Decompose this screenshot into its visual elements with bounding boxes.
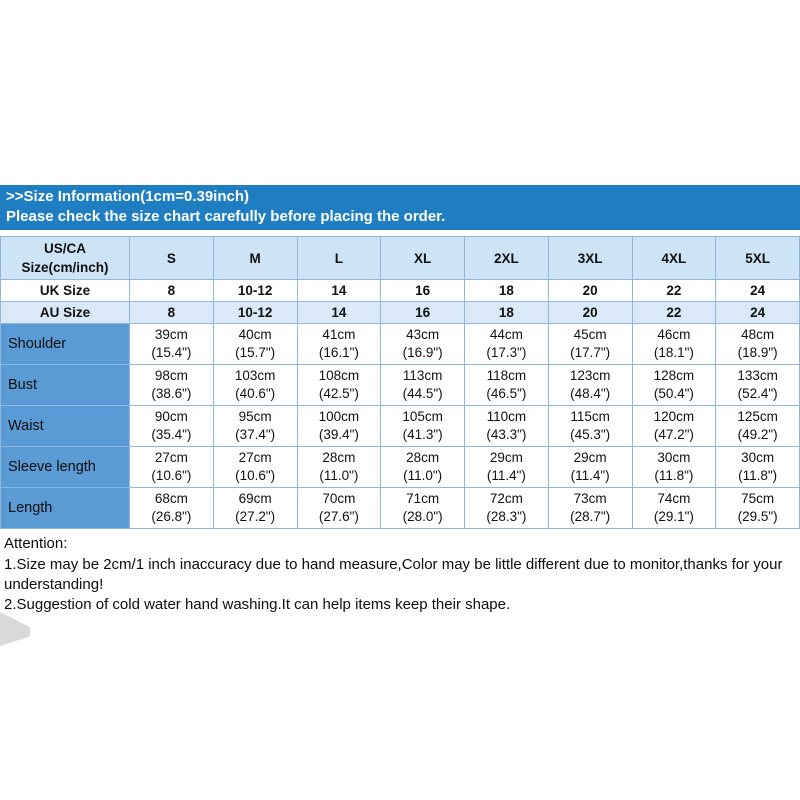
value-inch: (47.2"): [653, 427, 694, 442]
value-inch: (16.1"): [318, 345, 359, 360]
value-cm: 118cm: [486, 368, 527, 383]
value-cm: 29cm: [573, 450, 607, 465]
value-inch: (11.4"): [570, 468, 610, 483]
value-cm: 45cm: [573, 327, 607, 342]
size-value-cell: 14: [297, 302, 381, 324]
value-cm: 98cm: [154, 368, 188, 383]
value-cm: 27cm: [238, 450, 272, 465]
size-column-header: M: [213, 237, 297, 280]
measurement-value-cell: [465, 488, 549, 529]
value-cm: 113cm: [402, 368, 443, 383]
value-inch: (28.0"): [402, 509, 443, 524]
size-chart-table: [0, 236, 800, 529]
measurement-value-cell: [381, 365, 465, 406]
measurement-value-cell: [548, 488, 632, 529]
measurement-value-cell: [716, 324, 800, 365]
value-cm: 128cm: [653, 368, 695, 383]
size-value-cell: 10-12: [213, 280, 297, 302]
value-cm: 29cm: [489, 450, 523, 465]
value-cm: 108cm: [318, 368, 360, 383]
value-cm: 69cm: [238, 491, 272, 506]
value-cm: 44cm: [489, 327, 523, 342]
value-inch: (46.5"): [486, 386, 527, 401]
value-inch: (17.7"): [570, 345, 611, 360]
value-inch: (44.5"): [402, 386, 443, 401]
value-cm: 41cm: [322, 327, 356, 342]
measurement-value-cell: [130, 447, 214, 488]
banner-subtitle: Please check the size chart carefully before placing the order.: [6, 208, 446, 225]
value-cm: 125cm: [737, 409, 778, 424]
value-cm: 105cm: [402, 409, 443, 424]
banner-title: >>Size Information(1cm=0.39inch): [6, 188, 249, 205]
attention-line-1: 1.Size may be 2cm/1 inch inaccuracy due to hand measure,Color may be little different due to monitor,thanks for your understanding!: [4, 556, 783, 593]
measurement-label: Bust: [1, 365, 130, 406]
measurement-value-cell: [632, 488, 716, 529]
value-inch: (27.2"): [235, 509, 276, 524]
measurement-value-cell: [632, 447, 716, 488]
value-inch: (37.4"): [235, 427, 276, 442]
value-inch: (17.3"): [486, 345, 527, 360]
value-inch: (43.3"): [486, 427, 527, 442]
measurement-value-cell: [381, 488, 465, 529]
size-value-cell: 24: [716, 280, 800, 302]
measurement-value-cell: [716, 447, 800, 488]
size-column-header: 5XL: [716, 237, 800, 280]
measurement-row: [1, 365, 800, 406]
value-inch: (38.6"): [151, 386, 192, 401]
measurement-value-cell: [632, 324, 716, 365]
value-inch: (18.9"): [737, 345, 778, 360]
size-row-label: UK Size: [1, 280, 130, 302]
attention-title: Attention:: [4, 535, 68, 552]
value-cm: 30cm: [741, 450, 775, 465]
value-cm: 110cm: [486, 409, 527, 424]
size-row: [1, 280, 800, 302]
measurement-value-cell: [465, 406, 549, 447]
value-inch: (28.7"): [570, 509, 611, 524]
measurement-label: Length: [1, 488, 130, 529]
attention-section: [0, 529, 800, 615]
size-row-label: AU Size: [1, 302, 130, 324]
value-inch: (11.0"): [319, 468, 359, 483]
measurement-value-cell: [465, 324, 549, 365]
size-value-cell: 14: [297, 280, 381, 302]
size-value-cell: 24: [716, 302, 800, 324]
value-inch: (10.6"): [151, 468, 192, 483]
measurement-value-cell: [297, 447, 381, 488]
measurement-value-cell: [465, 365, 549, 406]
value-cm: 68cm: [154, 491, 188, 506]
value-inch: (15.4"): [151, 345, 192, 360]
value-inch: (26.8"): [151, 509, 192, 524]
value-inch: (48.4"): [570, 386, 611, 401]
measurement-value-cell: [297, 365, 381, 406]
measurement-value-cell: [381, 324, 465, 365]
measurement-value-cell: [716, 488, 800, 529]
value-inch: (52.4"): [737, 386, 778, 401]
value-cm: 95cm: [238, 409, 272, 424]
value-inch: (39.4"): [318, 427, 359, 442]
measurement-value-cell: [716, 365, 800, 406]
corner-header-line: Size(cm/inch): [21, 260, 109, 275]
header-row: [1, 237, 800, 280]
size-column-header: 4XL: [632, 237, 716, 280]
value-inch: (49.2"): [737, 427, 778, 442]
value-cm: 73cm: [573, 491, 607, 506]
value-inch: (28.3"): [486, 509, 527, 524]
size-value-cell: 20: [548, 302, 632, 324]
size-value-cell: 8: [130, 302, 214, 324]
value-inch: (29.5"): [737, 509, 778, 524]
measurement-value-cell: [213, 488, 297, 529]
size-value-cell: 22: [632, 280, 716, 302]
value-inch: (18.1"): [653, 345, 694, 360]
value-cm: 133cm: [737, 368, 778, 383]
value-cm: 43cm: [406, 327, 440, 342]
value-inch: (11.0"): [403, 468, 443, 483]
size-value-cell: 18: [465, 280, 549, 302]
size-column-header: L: [297, 237, 381, 280]
measurement-value-cell: [297, 488, 381, 529]
value-cm: 75cm: [741, 491, 775, 506]
value-inch: (16.9"): [402, 345, 443, 360]
measurement-value-cell: [213, 447, 297, 488]
value-inch: (50.4"): [653, 386, 694, 401]
measurement-value-cell: [381, 447, 465, 488]
value-cm: 28cm: [406, 450, 440, 465]
size-value-cell: 18: [465, 302, 549, 324]
value-cm: 123cm: [569, 368, 611, 383]
value-cm: 48cm: [741, 327, 775, 342]
measurement-value-cell: [548, 324, 632, 365]
measurement-value-cell: [548, 447, 632, 488]
measurement-row: [1, 488, 800, 529]
size-info-banner: [0, 185, 800, 230]
value-cm: 103cm: [234, 368, 276, 383]
value-cm: 28cm: [322, 450, 356, 465]
measurement-value-cell: [297, 324, 381, 365]
value-inch: (40.6"): [235, 386, 276, 401]
measurement-value-cell: [130, 324, 214, 365]
value-cm: 120cm: [653, 409, 695, 424]
measurement-row: [1, 447, 800, 488]
gray-corner-decoration: [0, 612, 30, 646]
size-value-cell: 22: [632, 302, 716, 324]
value-inch: (42.5"): [318, 386, 359, 401]
value-cm: 71cm: [406, 491, 440, 506]
measurement-value-cell: [632, 406, 716, 447]
value-cm: 74cm: [657, 491, 691, 506]
value-inch: (41.3"): [402, 427, 443, 442]
measurement-value-cell: [130, 406, 214, 447]
measurement-value-cell: [548, 365, 632, 406]
measurement-value-cell: [716, 406, 800, 447]
value-cm: 100cm: [318, 409, 360, 424]
size-column-header: 2XL: [465, 237, 549, 280]
value-cm: 27cm: [154, 450, 188, 465]
size-column-header: XL: [381, 237, 465, 280]
size-value-cell: 10-12: [213, 302, 297, 324]
corner-header-line: US/CA: [43, 241, 86, 256]
size-value-cell: 16: [381, 302, 465, 324]
size-value-cell: 8: [130, 280, 214, 302]
measurement-value-cell: [213, 406, 297, 447]
value-cm: 70cm: [322, 491, 356, 506]
measurement-value-cell: [465, 447, 549, 488]
size-column-header: S: [130, 237, 214, 280]
attention-line-2: 2.Suggestion of cold water hand washing.It can help items keep their shape.: [4, 596, 511, 613]
value-cm: 72cm: [489, 491, 523, 506]
value-inch: (45.3"): [570, 427, 611, 442]
measurement-value-cell: [297, 406, 381, 447]
measurement-label: Sleeve length: [1, 447, 130, 488]
measurement-row: [1, 324, 800, 365]
size-info-panel: [0, 185, 800, 615]
measurement-value-cell: [213, 365, 297, 406]
size-row: [1, 302, 800, 324]
corner-header: [1, 237, 130, 280]
value-cm: 115cm: [570, 409, 610, 424]
measurement-value-cell: [130, 488, 214, 529]
value-inch: (35.4"): [151, 427, 192, 442]
value-inch: (29.1"): [653, 509, 694, 524]
value-cm: 30cm: [657, 450, 691, 465]
measurement-label: Waist: [1, 406, 130, 447]
value-cm: 39cm: [154, 327, 188, 342]
measurement-value-cell: [548, 406, 632, 447]
value-cm: 90cm: [154, 409, 188, 424]
size-column-header: 3XL: [548, 237, 632, 280]
size-table-head: [1, 237, 800, 280]
measurement-label: Shoulder: [1, 324, 130, 365]
value-inch: (10.6"): [235, 468, 276, 483]
measurement-value-cell: [130, 365, 214, 406]
measurement-row: [1, 406, 800, 447]
value-cm: 46cm: [657, 327, 691, 342]
value-inch: (27.6"): [318, 509, 359, 524]
size-table-body: [1, 280, 800, 529]
measurement-value-cell: [632, 365, 716, 406]
size-value-cell: 16: [381, 280, 465, 302]
value-inch: (15.7"): [235, 345, 276, 360]
value-inch: (11.4"): [486, 468, 526, 483]
measurement-value-cell: [213, 324, 297, 365]
measurement-value-cell: [381, 406, 465, 447]
value-inch: (11.8"): [738, 468, 778, 483]
value-inch: (11.8"): [654, 468, 694, 483]
size-value-cell: 20: [548, 280, 632, 302]
value-cm: 40cm: [238, 327, 272, 342]
